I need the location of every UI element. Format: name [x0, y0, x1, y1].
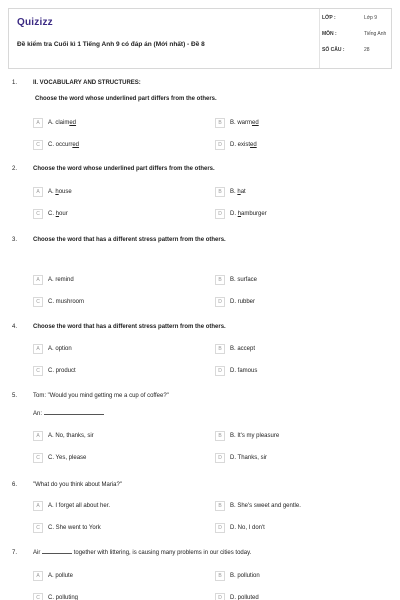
- option-letter-box: D: [215, 297, 225, 307]
- option-text: D. Thanks, sir: [230, 455, 267, 461]
- option-d[interactable]: [215, 522, 265, 534]
- option-letter-box: A: [33, 344, 43, 354]
- option-a[interactable]: [33, 430, 94, 442]
- question-text: Choose the word that has a different stress pattern from the others.: [33, 237, 226, 243]
- option-letter-box: A: [33, 431, 43, 441]
- option-b[interactable]: [215, 430, 279, 442]
- option-letter-box: C: [33, 523, 43, 533]
- option-text: B. warmed: [230, 120, 259, 126]
- question-text: Choose the word whose underlined part differs from the others.: [33, 166, 215, 172]
- option-text: A. option: [48, 346, 72, 352]
- question-number: 5.: [12, 393, 18, 399]
- option-d[interactable]: [215, 592, 259, 600]
- option-letter-box: C: [33, 453, 43, 463]
- question-text: Choose the word that has a different stress pattern from the others.: [33, 324, 226, 330]
- document-title: Đề kiểm tra Cuối kì 1 Tiếng Anh 9 có đáp án (Mới nhất) - Đề 8: [17, 41, 205, 48]
- option-c[interactable]: [33, 296, 84, 308]
- option-letter-box: C: [33, 593, 43, 600]
- question-text: II. VOCABULARY AND STRUCTURES:: [33, 80, 141, 86]
- question-text: Air together with littering, is causing many problems in our cities today.: [33, 550, 252, 556]
- option-b[interactable]: [215, 117, 259, 129]
- option-letter-box: C: [33, 297, 43, 307]
- option-letter-box: D: [215, 593, 225, 600]
- option-c[interactable]: [33, 139, 79, 151]
- option-text: B. hat: [230, 189, 246, 195]
- option-text: A. pollute: [48, 573, 74, 579]
- option-letter-box: B: [215, 571, 225, 581]
- option-a[interactable]: [33, 274, 74, 286]
- option-text: A. house: [48, 189, 72, 195]
- option-letter-box: B: [215, 431, 225, 441]
- subject-value: Tiếng Anh: [364, 31, 387, 37]
- option-text: D. polluted: [230, 595, 259, 600]
- option-text: A. I forget all about her.: [48, 503, 111, 509]
- class-label: LỚP :: [322, 15, 336, 21]
- option-letter-box: B: [215, 275, 225, 285]
- option-letter-box: B: [215, 501, 225, 511]
- option-letter-box: D: [215, 366, 225, 376]
- option-letter-box: B: [215, 187, 225, 197]
- question-number: 7.: [12, 550, 18, 556]
- count-label: SỐ CÂU :: [322, 47, 345, 53]
- option-a[interactable]: [33, 343, 72, 355]
- option-b[interactable]: [215, 274, 257, 286]
- question-text: Tom: "Would you mind getting me a cup of coffee?": [33, 393, 169, 399]
- option-text: B. accept: [230, 346, 256, 352]
- option-d[interactable]: [215, 452, 267, 464]
- option-letter-box: C: [33, 209, 43, 219]
- question-number: 2.: [12, 166, 18, 172]
- class-value: Lớp 9: [364, 15, 378, 21]
- option-c[interactable]: [33, 208, 68, 220]
- option-text: C. product: [48, 368, 76, 374]
- option-letter-box: B: [215, 118, 225, 128]
- option-letter-box: D: [215, 453, 225, 463]
- option-c[interactable]: [33, 522, 101, 534]
- option-b[interactable]: [215, 500, 301, 512]
- option-letter-box: D: [215, 140, 225, 150]
- quizizz-logo: Quizizz: [17, 17, 53, 28]
- option-letter-box: C: [33, 140, 43, 150]
- option-text: C. polluting: [48, 595, 79, 600]
- question-number: 4.: [12, 324, 18, 330]
- option-letter-box: A: [33, 118, 43, 128]
- subject-label: MÔN :: [322, 31, 337, 37]
- answer-blank: [44, 414, 104, 415]
- option-text: D. No, I don't: [230, 525, 265, 531]
- option-letter-box: A: [33, 275, 43, 285]
- option-a[interactable]: [33, 186, 72, 198]
- option-text: A. claimed: [48, 120, 77, 126]
- option-d[interactable]: [215, 139, 257, 151]
- question-number: 3.: [12, 237, 18, 243]
- option-text: B. surface: [230, 277, 258, 283]
- option-text: C. mushroom: [48, 299, 85, 305]
- option-text: C. Yes, please: [48, 455, 87, 461]
- option-text: A. No, thanks, sir: [48, 433, 94, 439]
- option-letter-box: A: [33, 501, 43, 511]
- option-c[interactable]: [33, 452, 86, 464]
- question-number: 1.: [12, 80, 18, 86]
- option-text: D. rubber: [230, 299, 256, 305]
- option-a[interactable]: [33, 500, 110, 512]
- option-text: C. hour: [48, 211, 68, 217]
- answer-prefix: An:: [33, 411, 43, 417]
- option-text: B. She's sweet and gentle.: [230, 503, 301, 509]
- option-a[interactable]: [33, 117, 76, 129]
- option-b[interactable]: [215, 570, 260, 582]
- question-instruction: Choose the word whose underlined part differs from the others.: [35, 96, 217, 102]
- option-text: D. hamburger: [230, 211, 267, 217]
- option-a[interactable]: [33, 570, 73, 582]
- question-number: 6.: [12, 482, 18, 488]
- option-text: B. pollution: [230, 573, 260, 579]
- option-b[interactable]: [215, 186, 246, 198]
- option-letter-box: C: [33, 366, 43, 376]
- option-text: B. It's my pleasure: [230, 433, 280, 439]
- option-letter-box: B: [215, 344, 225, 354]
- question-text: "What do you think about Maria?": [33, 482, 122, 488]
- option-text: D. existed: [230, 142, 257, 148]
- option-letter-box: D: [215, 523, 225, 533]
- option-c[interactable]: [33, 365, 76, 377]
- option-text: A. remind: [48, 277, 74, 283]
- option-text: C. She went to York: [48, 525, 101, 531]
- option-c[interactable]: [33, 592, 78, 600]
- option-text: D. famous: [230, 368, 258, 374]
- option-b[interactable]: [215, 343, 255, 355]
- option-letter-box: A: [33, 571, 43, 581]
- option-d[interactable]: [215, 365, 257, 377]
- worksheet-header: [8, 8, 392, 69]
- option-letter-box: D: [215, 209, 225, 219]
- option-d[interactable]: [215, 208, 267, 220]
- header-divider: [319, 9, 320, 68]
- option-d[interactable]: [215, 296, 255, 308]
- fill-blank: [42, 553, 72, 554]
- option-text: C. occurred: [48, 142, 80, 148]
- answer-line: [33, 411, 104, 417]
- count-value: 28: [364, 47, 370, 53]
- option-letter-box: A: [33, 187, 43, 197]
